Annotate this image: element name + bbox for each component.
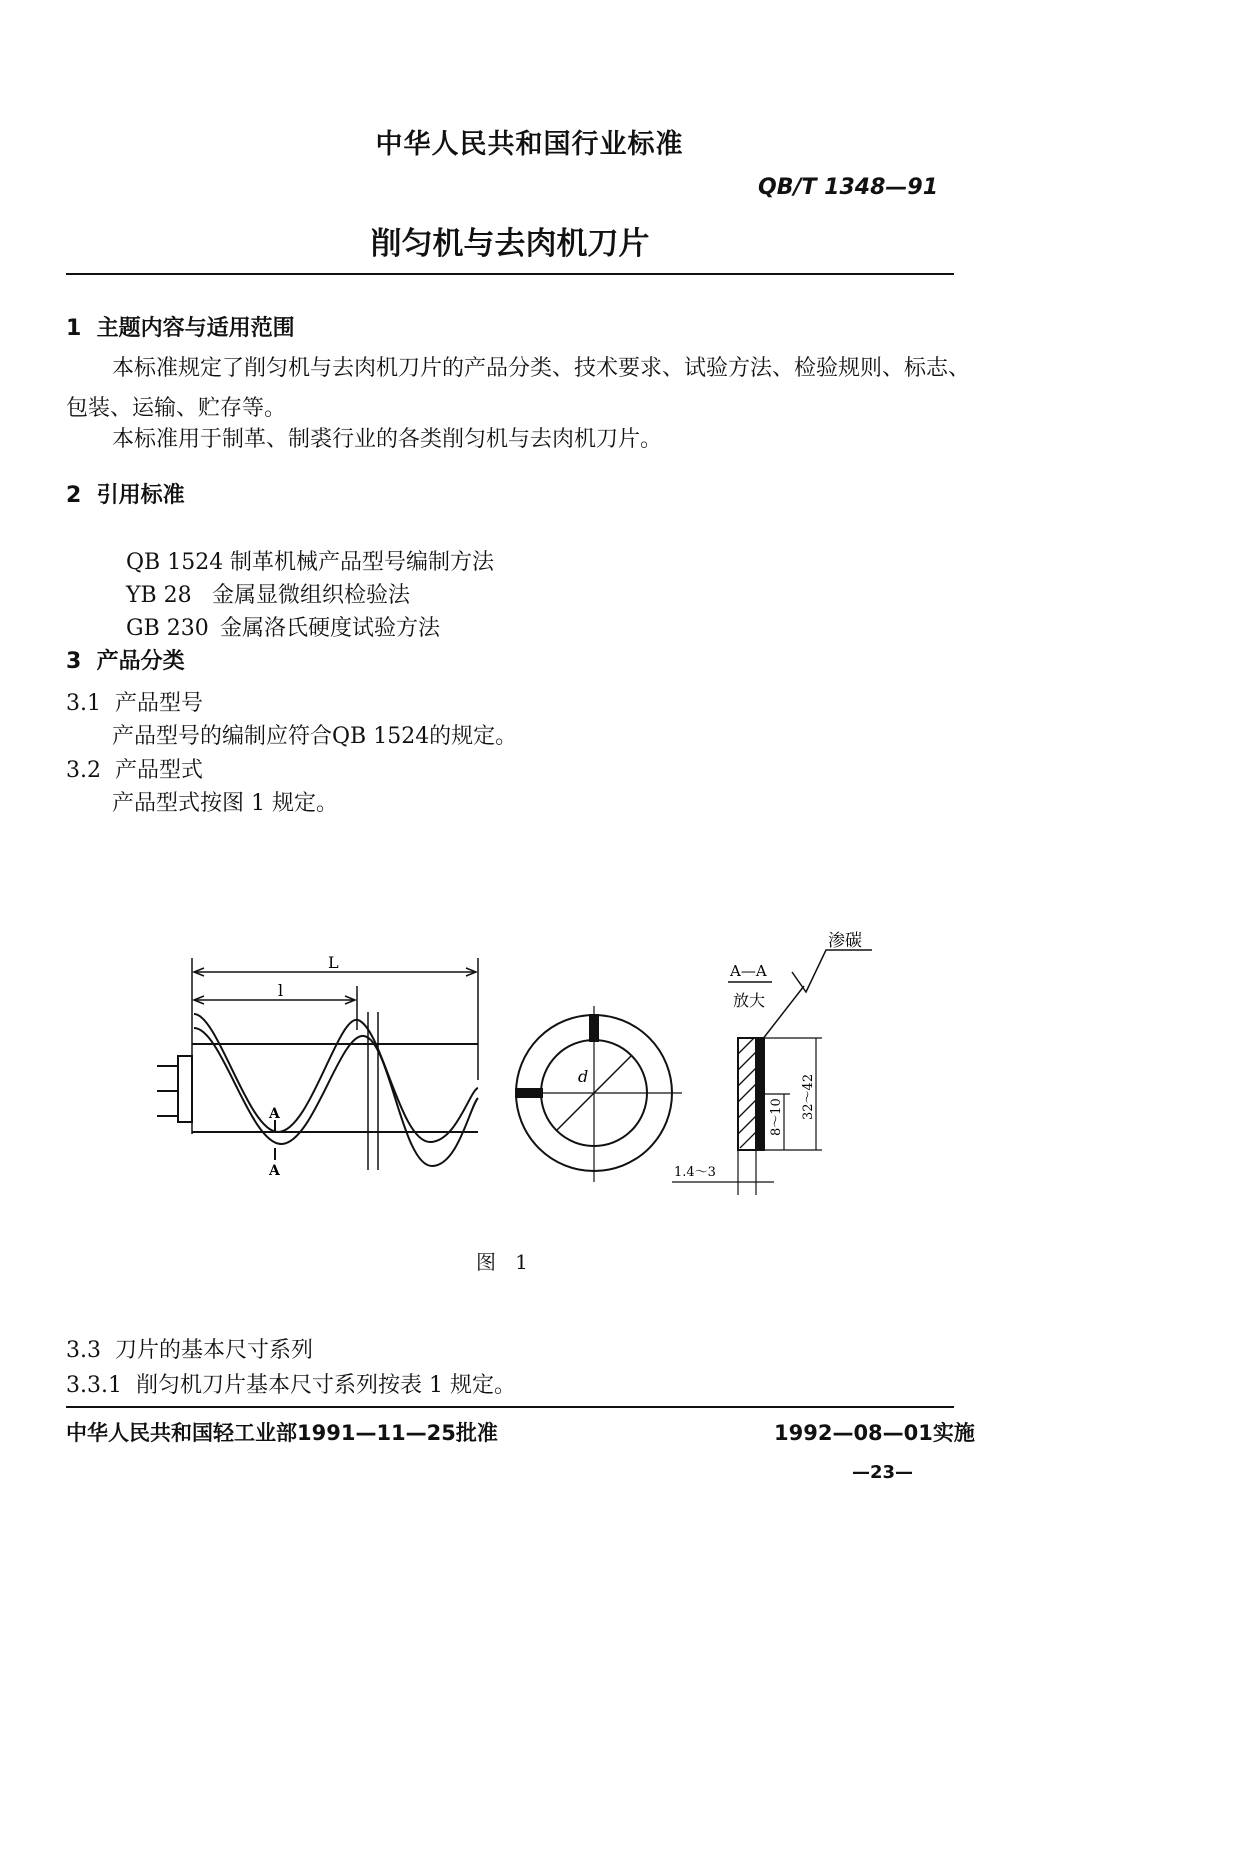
blade-slot — [516, 1089, 542, 1097]
section-1-paragraph-1-line-2: 包装、运输、贮存等。 — [66, 396, 287, 421]
blade-slot — [590, 1015, 598, 1041]
hatch-line — [738, 1038, 754, 1054]
blade-edge-curve — [194, 1028, 478, 1166]
approval-note: 中华人民共和国轻工业部1991—11—25批准 — [66, 1421, 498, 1445]
page-number: —23— — [852, 1462, 914, 1483]
leader-line — [762, 986, 804, 1040]
section-3-3-1-text: 3.3.1 削匀机刀片基本尺寸系列按表 1 规定。 — [66, 1373, 516, 1398]
footer-rule — [66, 1406, 954, 1408]
depth-dimension-label: 8～10 — [769, 1098, 784, 1136]
reference-title: 金属显微组织检验法 — [212, 583, 411, 608]
diameter-label: d — [578, 1067, 589, 1086]
reference-title: 制革机械产品型号编制方法 — [230, 550, 495, 575]
reference-code: GB 230 — [126, 616, 209, 641]
hatch-line — [740, 1132, 756, 1148]
section-scale-label: 放大 — [733, 991, 766, 1010]
section-1-paragraph-1 — [66, 349, 971, 429]
section-3-1-text: 产品型号的编制应符合QB 1524的规定。 — [112, 724, 518, 749]
figure-1-drawing — [0, 920, 1000, 1220]
section-1-heading: 1 主题内容与适用范围 — [66, 316, 295, 341]
title-rule — [66, 273, 954, 275]
section-3-1-heading: 3.1 产品型号 — [66, 691, 203, 716]
section-1-paragraph-1-line-1: 本标准规定了削匀机与去肉机刀片的产品分类、技术要求、试验方法、检验规则、标志、 — [112, 356, 971, 381]
carburized-layer — [756, 1038, 764, 1150]
carburize-label: 渗碳 — [828, 931, 862, 951]
hatch-line — [738, 1116, 756, 1134]
figure-caption: 图 1 — [476, 1250, 528, 1274]
effective-date: 1992—08—01实施 — [774, 1421, 975, 1445]
standard-number: QB/T 1348—91 — [758, 175, 939, 200]
hatch-line — [738, 1084, 756, 1102]
org-title: 中华人民共和国行业标准 — [375, 129, 684, 160]
height-dimension-label: 32～42 — [801, 1073, 816, 1120]
section-3-heading: 3 产品分类 — [66, 649, 185, 674]
section-mark-label-top: A — [269, 1106, 280, 1122]
reference-title: 金属洛氏硬度试验方法 — [220, 616, 441, 641]
blade-edge-curve — [194, 1014, 478, 1142]
section-3-2-text: 产品型式按图 1 规定。 — [112, 791, 338, 816]
document-title: 削匀机与去肉机刀片 — [370, 226, 650, 262]
surface-symbol — [792, 950, 872, 992]
section-mark-label-bottom: A — [269, 1163, 280, 1179]
hatch-line — [738, 1100, 756, 1118]
thickness-dimension-label: 1.4～3 — [674, 1165, 716, 1180]
hatch-line — [738, 1052, 756, 1070]
section-2-heading: 2 引用标准 — [66, 483, 185, 508]
dimension-L-label: L — [328, 953, 339, 972]
section-label: A—A — [730, 962, 767, 980]
reference-code: QB 1524 — [126, 550, 224, 575]
blade-shaft-stub — [178, 1056, 192, 1122]
dimension-l-label: l — [278, 981, 284, 1000]
section-1-paragraph-2: 本标准用于制革、制裘行业的各类削匀机与去肉机刀片。 — [112, 427, 663, 452]
section-3-3-heading: 3.3 刀片的基本尺寸系列 — [66, 1338, 313, 1363]
hatch-line — [738, 1068, 756, 1086]
reference-row — [112, 586, 440, 642]
section-3-2-heading: 3.2 产品型式 — [66, 758, 203, 783]
reference-code: YB 28 — [126, 583, 192, 608]
